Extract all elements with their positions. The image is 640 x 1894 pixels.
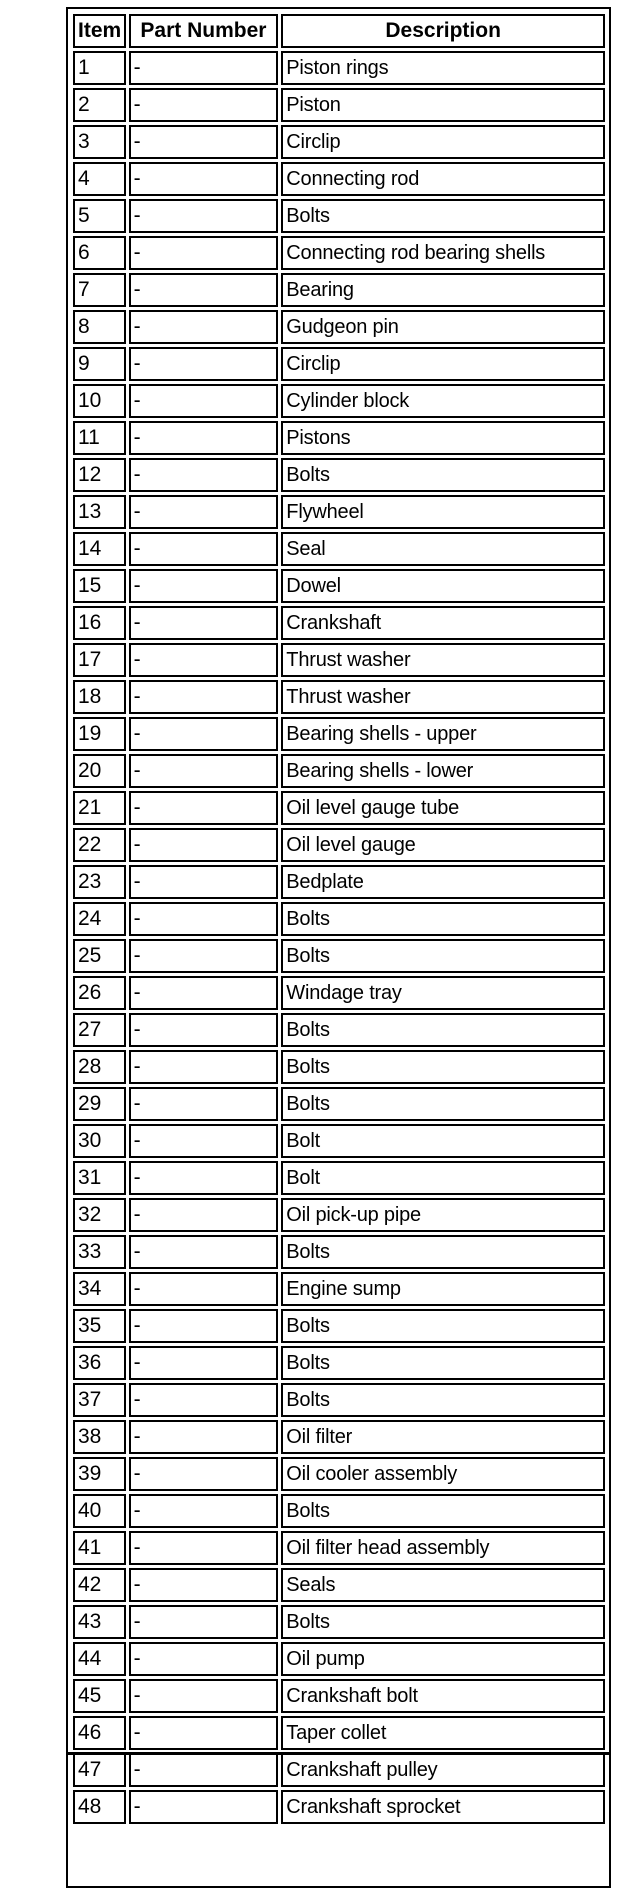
cell-description: Oil cooler assembly — [281, 1457, 605, 1491]
cell-description: Piston rings — [281, 51, 605, 85]
cell-part-number: - — [129, 421, 279, 455]
cell-description: Circlip — [281, 125, 605, 159]
table-row — [73, 1272, 605, 1306]
cell-part-number: - — [129, 569, 279, 603]
cell-item: 13 — [73, 495, 126, 529]
cell-part-number: - — [129, 1198, 279, 1232]
cell-part-number: - — [129, 606, 279, 640]
cell-part-number: - — [129, 1531, 279, 1565]
cell-description: Pistons — [281, 421, 605, 455]
cell-description: Bolts — [281, 1346, 605, 1380]
cell-part-number: - — [129, 347, 279, 381]
cell-part-number: - — [129, 1235, 279, 1269]
header-part-number: Part Number — [129, 14, 279, 48]
table-row — [73, 1642, 605, 1676]
table-row — [73, 865, 605, 899]
cell-part-number: - — [129, 532, 279, 566]
cell-part-number: - — [129, 458, 279, 492]
cell-description: Piston — [281, 88, 605, 122]
cell-part-number: - — [129, 791, 279, 825]
cell-description: Bolts — [281, 1013, 605, 1047]
cell-item: 9 — [73, 347, 126, 381]
table-row — [73, 1605, 605, 1639]
table-row — [73, 1716, 605, 1750]
cell-description: Thrust washer — [281, 680, 605, 714]
table-row — [73, 1753, 605, 1787]
cell-part-number: - — [129, 680, 279, 714]
cell-part-number: - — [129, 939, 279, 973]
cell-description: Crankshaft — [281, 606, 605, 640]
cell-description: Oil filter — [281, 1420, 605, 1454]
cell-item: 6 — [73, 236, 126, 270]
cell-part-number: - — [129, 976, 279, 1010]
table-row — [73, 643, 605, 677]
table-row — [73, 902, 605, 936]
cell-part-number: - — [129, 1642, 279, 1676]
cell-item: 17 — [73, 643, 126, 677]
table-row — [73, 1124, 605, 1158]
cell-description: Seal — [281, 532, 605, 566]
header-row — [73, 14, 605, 48]
table-row — [73, 421, 605, 455]
cell-description: Thrust washer — [281, 643, 605, 677]
cell-item: 34 — [73, 1272, 126, 1306]
cell-description: Engine sump — [281, 1272, 605, 1306]
table-row — [73, 1087, 605, 1121]
cell-item: 7 — [73, 273, 126, 307]
cell-item: 15 — [73, 569, 126, 603]
cell-description: Bolts — [281, 1494, 605, 1528]
cell-part-number: - — [129, 1605, 279, 1639]
cell-item: 10 — [73, 384, 126, 418]
table-row — [73, 939, 605, 973]
cell-part-number: - — [129, 1087, 279, 1121]
cell-item: 24 — [73, 902, 126, 936]
cell-description: Bearing — [281, 273, 605, 307]
cell-part-number: - — [129, 1420, 279, 1454]
table-row — [73, 606, 605, 640]
table-row — [73, 1790, 605, 1824]
cell-description: Bolts — [281, 902, 605, 936]
cell-part-number: - — [129, 1790, 279, 1824]
table-row — [73, 791, 605, 825]
table-row — [73, 717, 605, 751]
table-row — [73, 976, 605, 1010]
cell-item: 36 — [73, 1346, 126, 1380]
cell-description: Dowel — [281, 569, 605, 603]
cell-part-number: - — [129, 88, 279, 122]
cell-part-number: - — [129, 1309, 279, 1343]
table-row — [73, 1420, 605, 1454]
table-row — [73, 1679, 605, 1713]
cell-part-number: - — [129, 865, 279, 899]
table-row — [73, 310, 605, 344]
cell-item: 18 — [73, 680, 126, 714]
table-row — [73, 680, 605, 714]
cell-item: 39 — [73, 1457, 126, 1491]
cell-item: 48 — [73, 1790, 126, 1824]
table-row — [73, 458, 605, 492]
cell-part-number: - — [129, 125, 279, 159]
cell-item: 44 — [73, 1642, 126, 1676]
section-divider — [66, 1752, 611, 1755]
cell-item: 3 — [73, 125, 126, 159]
cell-description: Bearing shells - lower — [281, 754, 605, 788]
table-row — [73, 754, 605, 788]
cell-part-number: - — [129, 643, 279, 677]
cell-description: Windage tray — [281, 976, 605, 1010]
cell-part-number: - — [129, 51, 279, 85]
table-row — [73, 125, 605, 159]
table-row — [73, 199, 605, 233]
cell-item: 42 — [73, 1568, 126, 1602]
cell-part-number: - — [129, 754, 279, 788]
table-row — [73, 384, 605, 418]
cell-description: Bolts — [281, 1309, 605, 1343]
cell-item: 20 — [73, 754, 126, 788]
cell-item: 38 — [73, 1420, 126, 1454]
table-row — [73, 1568, 605, 1602]
cell-item: 26 — [73, 976, 126, 1010]
cell-item: 19 — [73, 717, 126, 751]
cell-part-number: - — [129, 828, 279, 862]
parts-table — [70, 11, 608, 1827]
cell-item: 8 — [73, 310, 126, 344]
cell-item: 11 — [73, 421, 126, 455]
cell-description: Oil filter head assembly — [281, 1531, 605, 1565]
cell-item: 41 — [73, 1531, 126, 1565]
cell-description: Oil level gauge — [281, 828, 605, 862]
cell-part-number: - — [129, 199, 279, 233]
cell-description: Cylinder block — [281, 384, 605, 418]
cell-item: 32 — [73, 1198, 126, 1232]
cell-part-number: - — [129, 310, 279, 344]
table-row — [73, 828, 605, 862]
cell-part-number: - — [129, 384, 279, 418]
table-row — [73, 1531, 605, 1565]
cell-description: Bolts — [281, 939, 605, 973]
cell-item: 28 — [73, 1050, 126, 1084]
cell-description: Bolts — [281, 1087, 605, 1121]
table-row — [73, 51, 605, 85]
cell-item: 27 — [73, 1013, 126, 1047]
cell-item: 31 — [73, 1161, 126, 1195]
cell-item: 23 — [73, 865, 126, 899]
table-row — [73, 1494, 605, 1528]
table-row — [73, 1346, 605, 1380]
table-row — [73, 495, 605, 529]
cell-description: Crankshaft pulley — [281, 1753, 605, 1787]
cell-description: Bolts — [281, 1235, 605, 1269]
cell-description: Bedplate — [281, 865, 605, 899]
cell-description: Connecting rod — [281, 162, 605, 196]
cell-item: 25 — [73, 939, 126, 973]
cell-item: 45 — [73, 1679, 126, 1713]
cell-item: 14 — [73, 532, 126, 566]
cell-part-number: - — [129, 1753, 279, 1787]
table-row — [73, 1050, 605, 1084]
cell-item: 46 — [73, 1716, 126, 1750]
cell-description: Bolt — [281, 1124, 605, 1158]
cell-item: 2 — [73, 88, 126, 122]
cell-description: Bolt — [281, 1161, 605, 1195]
cell-part-number: - — [129, 1679, 279, 1713]
cell-description: Connecting rod bearing shells — [281, 236, 605, 270]
cell-item: 22 — [73, 828, 126, 862]
cell-item: 40 — [73, 1494, 126, 1528]
table-row — [73, 88, 605, 122]
cell-description: Seals — [281, 1568, 605, 1602]
cell-description: Circlip — [281, 347, 605, 381]
cell-item: 37 — [73, 1383, 126, 1417]
cell-description: Oil pump — [281, 1642, 605, 1676]
table-row — [73, 532, 605, 566]
cell-description: Bolts — [281, 458, 605, 492]
table-row — [73, 1235, 605, 1269]
cell-item: 47 — [73, 1753, 126, 1787]
cell-part-number: - — [129, 273, 279, 307]
cell-part-number: - — [129, 1568, 279, 1602]
table-row — [73, 273, 605, 307]
cell-item: 29 — [73, 1087, 126, 1121]
table-row — [73, 1309, 605, 1343]
table-row — [73, 569, 605, 603]
table-row — [73, 1457, 605, 1491]
cell-item: 1 — [73, 51, 126, 85]
cell-description: Oil level gauge tube — [281, 791, 605, 825]
cell-description: Taper collet — [281, 1716, 605, 1750]
cell-part-number: - — [129, 1161, 279, 1195]
cell-part-number: - — [129, 717, 279, 751]
cell-part-number: - — [129, 1050, 279, 1084]
cell-description: Bearing shells - upper — [281, 717, 605, 751]
table-row — [73, 1013, 605, 1047]
table-row — [73, 1161, 605, 1195]
cell-description: Bolts — [281, 1383, 605, 1417]
cell-item: 21 — [73, 791, 126, 825]
cell-part-number: - — [129, 1716, 279, 1750]
table-row — [73, 347, 605, 381]
cell-item: 35 — [73, 1309, 126, 1343]
cell-description: Bolts — [281, 1050, 605, 1084]
cell-part-number: - — [129, 1124, 279, 1158]
cell-part-number: - — [129, 1494, 279, 1528]
cell-item: 33 — [73, 1235, 126, 1269]
table-row — [73, 162, 605, 196]
cell-part-number: - — [129, 902, 279, 936]
table-row — [73, 1383, 605, 1417]
cell-description: Gudgeon pin — [281, 310, 605, 344]
cell-part-number: - — [129, 1457, 279, 1491]
cell-part-number: - — [129, 495, 279, 529]
cell-part-number: - — [129, 1383, 279, 1417]
cell-item: 16 — [73, 606, 126, 640]
cell-part-number: - — [129, 1272, 279, 1306]
cell-part-number: - — [129, 236, 279, 270]
cell-description: Oil pick-up pipe — [281, 1198, 605, 1232]
cell-description: Crankshaft bolt — [281, 1679, 605, 1713]
cell-description: Flywheel — [281, 495, 605, 529]
table-row — [73, 236, 605, 270]
cell-item: 5 — [73, 199, 126, 233]
cell-item: 12 — [73, 458, 126, 492]
header-item: Item — [73, 14, 126, 48]
cell-description: Bolts — [281, 199, 605, 233]
cell-part-number: - — [129, 1013, 279, 1047]
cell-item: 43 — [73, 1605, 126, 1639]
cell-item: 30 — [73, 1124, 126, 1158]
cell-description: Crankshaft sprocket — [281, 1790, 605, 1824]
cell-part-number: - — [129, 1346, 279, 1380]
cell-item: 4 — [73, 162, 126, 196]
cell-description: Bolts — [281, 1605, 605, 1639]
cell-part-number: - — [129, 162, 279, 196]
header-description: Description — [281, 14, 605, 48]
table-row — [73, 1198, 605, 1232]
